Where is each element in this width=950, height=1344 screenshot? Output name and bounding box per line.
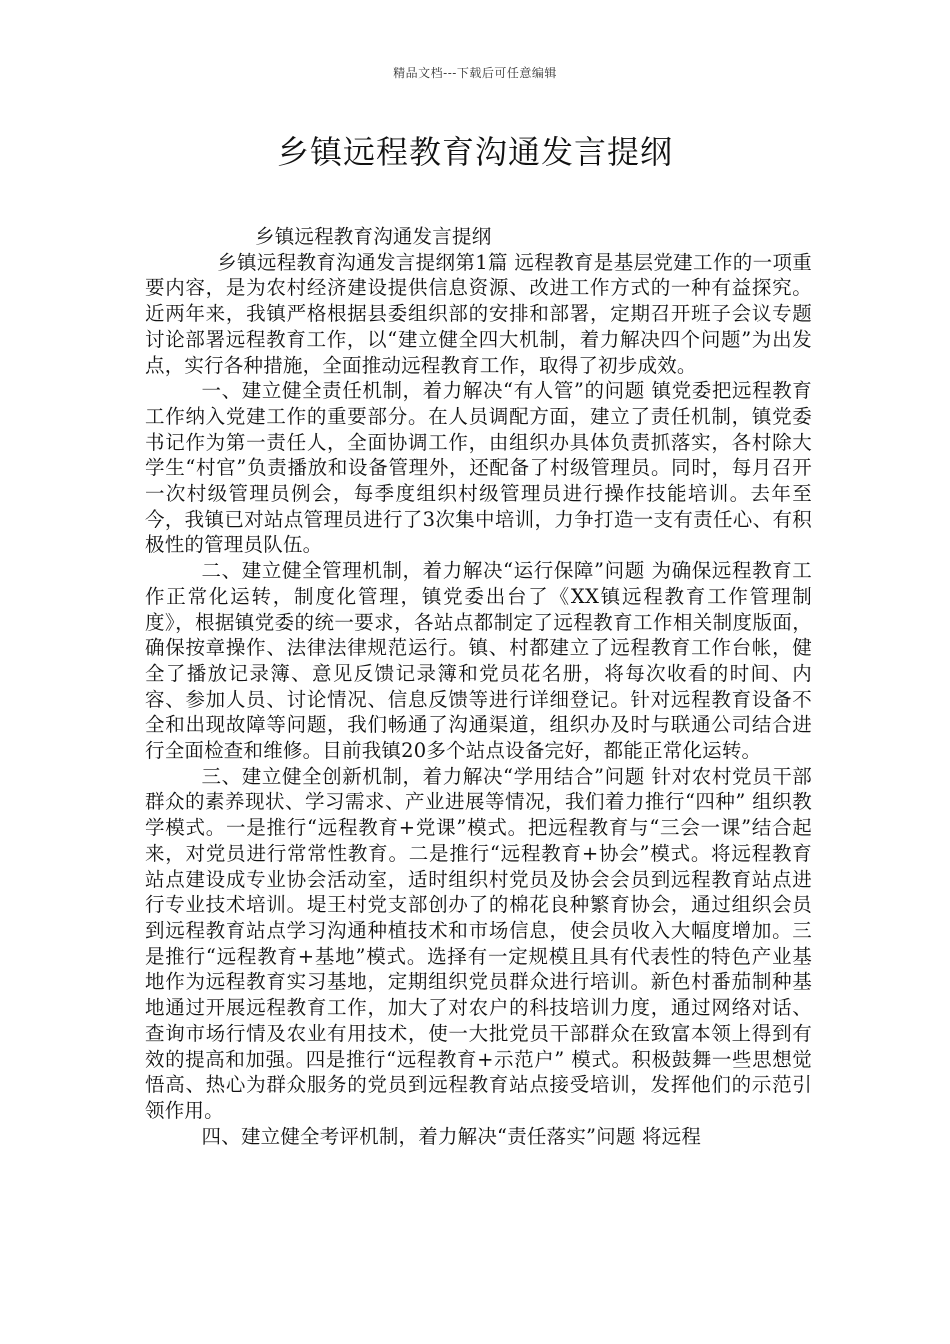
document-body (145, 224, 812, 1149)
paragraph-section-4: 四、建立健全考评机制，着力解决“责任落实”问题 将远程 (201, 1124, 702, 1148)
document-title: 乡镇远程教育沟通发言提纲 (276, 133, 673, 171)
paragraph-section-3: 三、建立健全创新机制，着力解决“学用结合”问题 针对农村党员干部群众的素养现状、学习需求、产业进展等情况，我们着力推行“四种” 组织教学模式。一是推行“远程教育+党课”模式。把远程教育与“三会一课”结合起来，对党员进行常常性教育。二是推行“远程教育+协会”模式。将远程教育站点建设成专业协会活动室，适时组织村党员及协会会员到远程教育站点进行专业技术培训。堤王村党支部创办了的棉花良种繁育协会，通过组织会员到远程教育站点学习沟通种植技术和市场信息，使会员收入大幅度增加。三是推行“远程教育+基地”模式。选择有一定规模且具有代表性的特色产业基地作为远程教育实习基地，定期组织党员群众进行培训。新色村番茄制种基地通过开展远程教育工作，加大了对农户的科技培训力度，通过网络对话、查询市场行情及农业有用技术，使一大批党员干部群众在致富本领上得到有效的提高和加强。四是推行“远程教育+示范户” 模式。积极鼓舞一些思想觉悟高、热心为群众服务的党员到远程教育站点接受培训，发挥他们的示范引领作用。 (145, 764, 812, 1122)
paragraph-section-2: 二、建立健全管理机制，着力解决“运行保障”问题 为确保远程教育工作正常化运转，制度化管理，镇党委出台了《XX镇远程教育工作管理制度》，根据镇党委的统一要求，各站点都制定了远程教育工作相关制度版面，确保按章操作、法律法律规范运行。镇、村都建立了远程教育工作台帐，健全了播放记录簿、意见反馈记录簿和党员花名册，将每次收看的时间、内容、参加人员、讨论情况、信息反馈等进行详细登记。针对远程教育设备不全和出现故障等问题，我们畅通了沟通渠道，组织办及时与联通公司结合进行全面检查和维修。目前我镇20多个站点设备完好，都能正常化运转。 (145, 559, 812, 763)
paragraph-intro: 乡镇远程教育沟通发言提纲第1篇 远程教育是基层党建工作的一项重要内容，是为农村经济建设提供信息资源、改进工作方式的一种有益探究。近两年来，我镇严格根据县委组织部的安排和部署，定期召开班子会议专题讨论部署远程教育工作，以“建立健全四大机制，着力解决四个问题”为出发点，实行各种措施，全面推动远程教育工作，取得了初步成效。 (145, 250, 812, 377)
document-subtitle: 乡镇远程教育沟通发言提纲 (255, 225, 492, 248)
header-note: 精品文档---下载后可任意编辑 (393, 66, 557, 80)
paragraph-section-1: 一、建立健全责任机制，着力解决“有人管”的问题 镇党委把远程教育工作纳入党建工作的重要部分。在人员调配方面，建立了责任机制，镇党委书记作为第一责任人，全面协调工作，由组织办具体负责抓落实，各村除大学生“村官”负责播放和设备管理外，还配备了村级管理员。同时，每月召开一次村级管理员例会，每季度组织村级管理员进行操作技能培训。去年至今，我镇已对站点管理员进行了3次集中培训，力争打造一支有责任心、有积极性的管理员队伍。 (145, 379, 812, 557)
